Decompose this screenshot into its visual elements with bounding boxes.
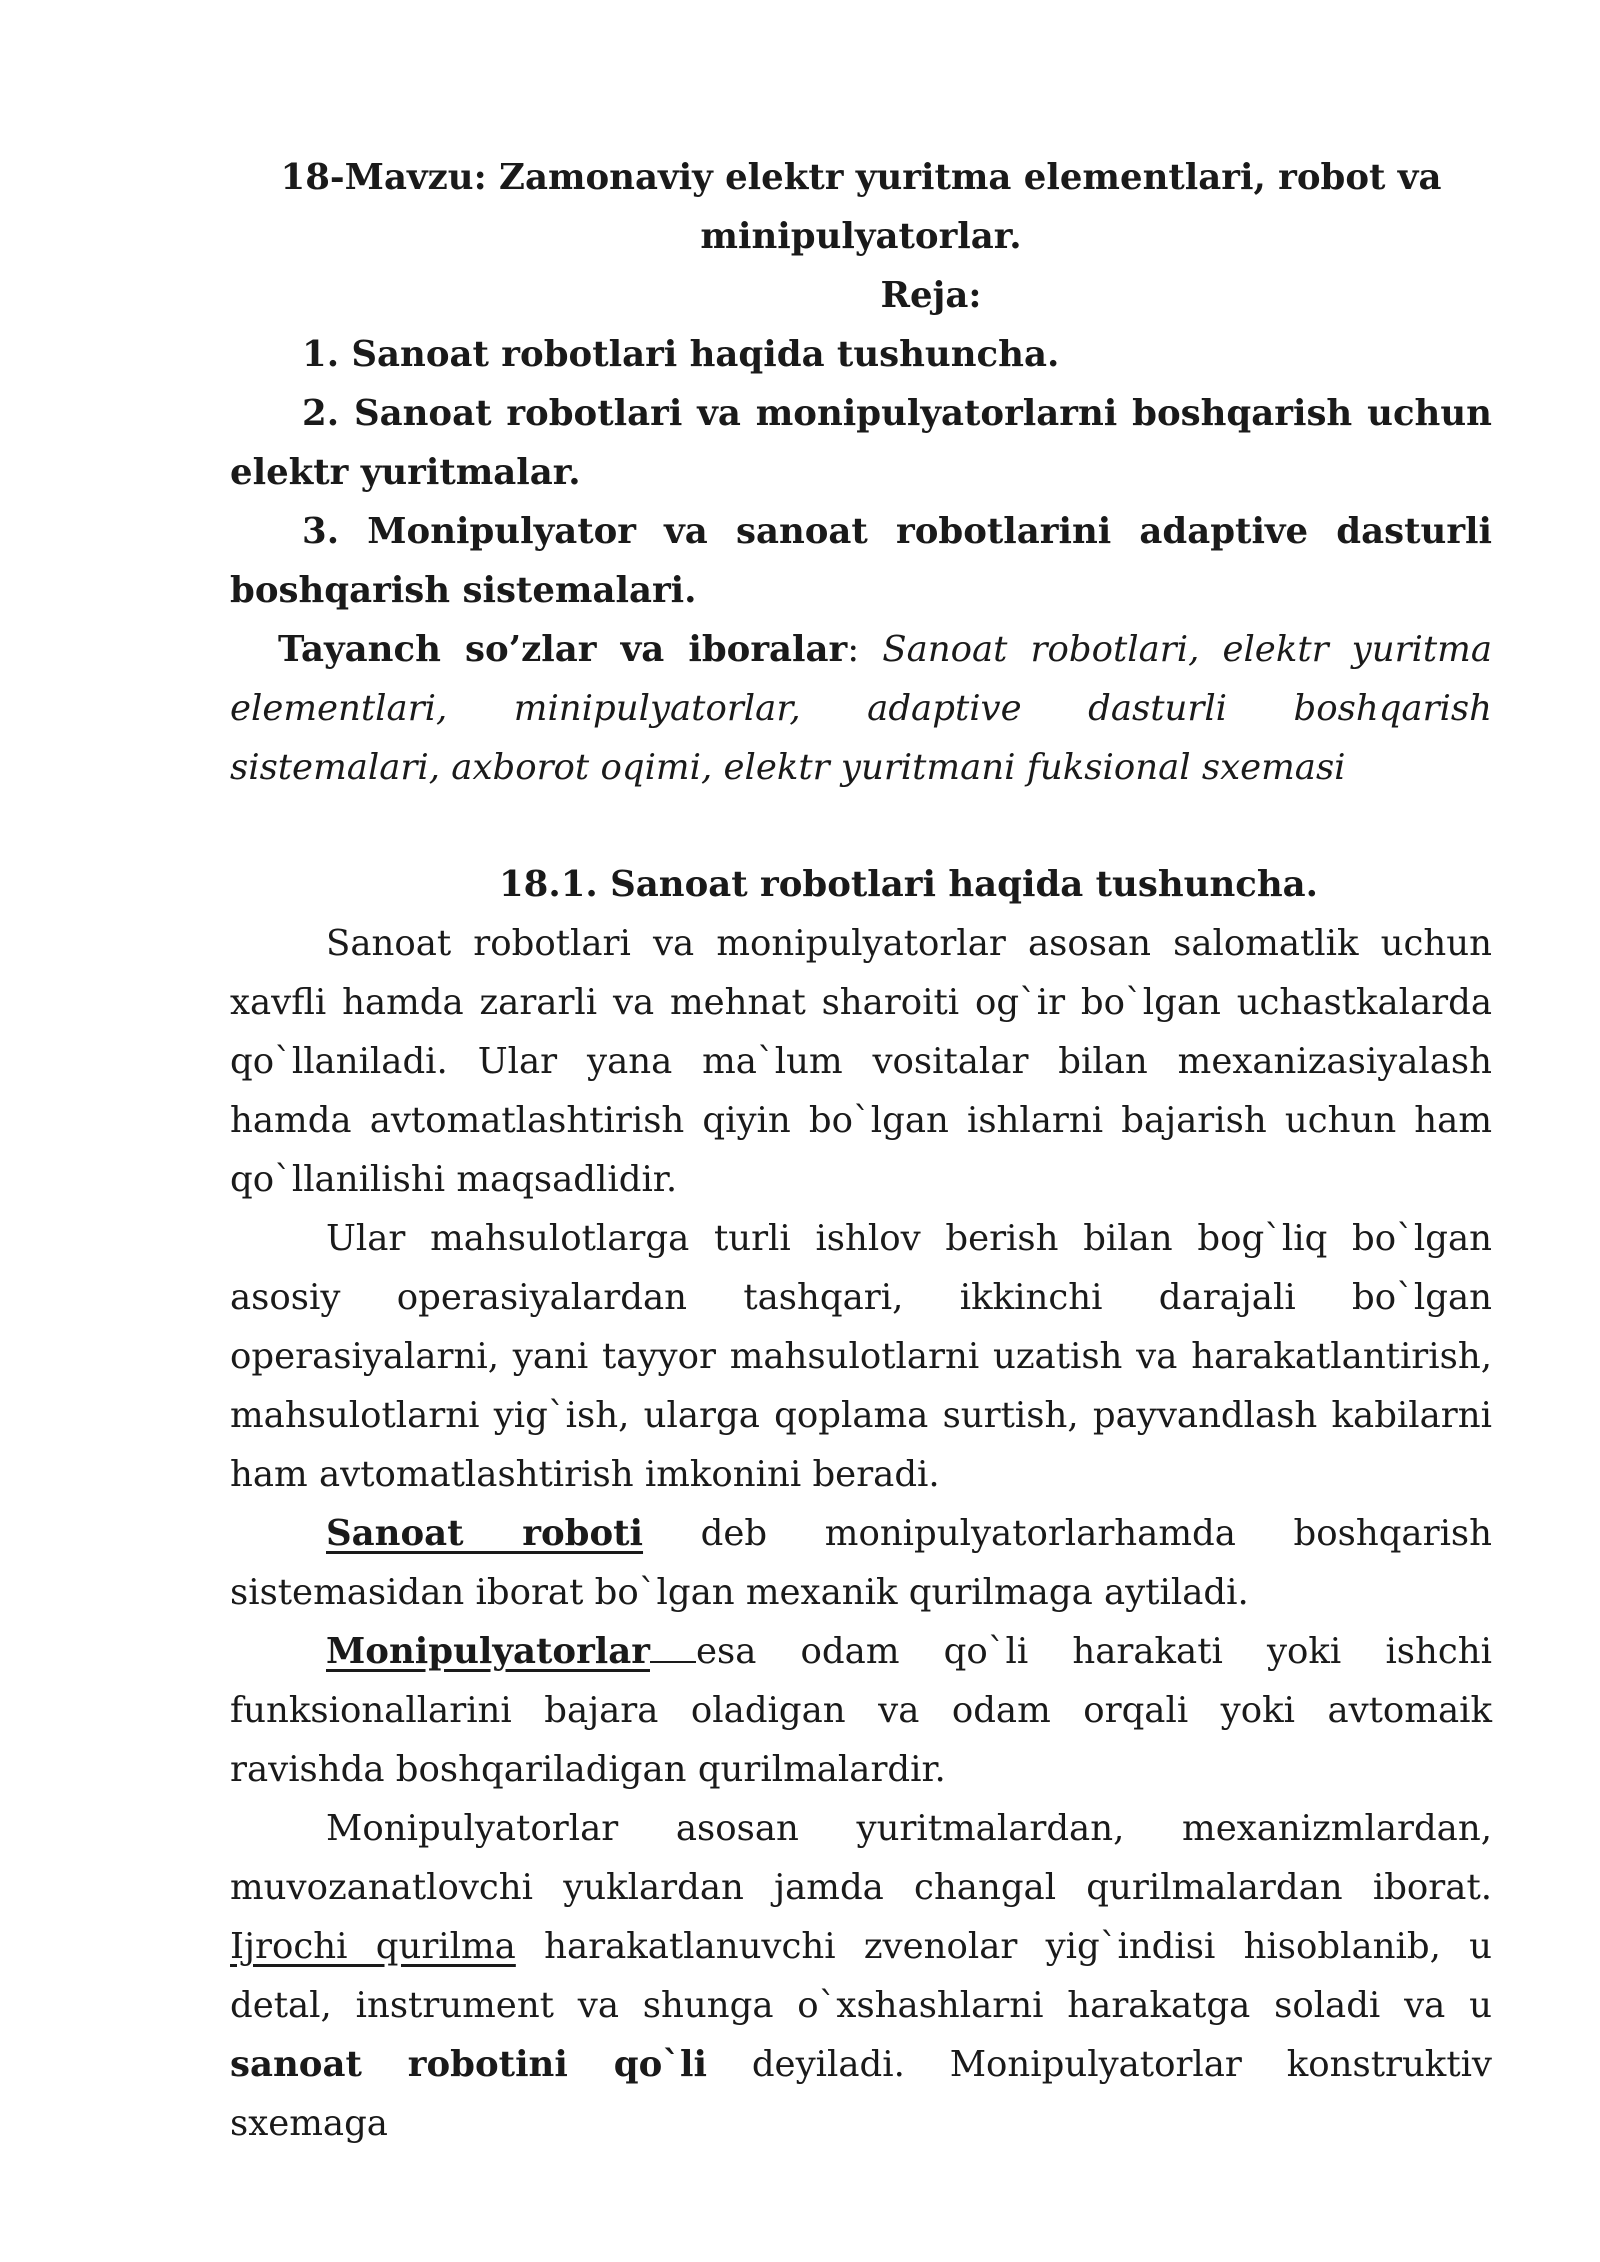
plan-heading: Reja: <box>880 275 982 316</box>
paragraph-5-text-b: harakatlanuvchi zvenolar yig`indisi hisoblanib, u detal, instrument va shunga o`xshashlarni harakatga soladi va u <box>230 1926 1492 2026</box>
keywords-colon: : <box>847 629 883 670</box>
underline-gap <box>650 1631 696 1663</box>
topic-title-line1: 18-Mavzu: Zamonaviy elektr yuritma elementlari, robot va <box>280 157 1442 198</box>
section-title: 18.1. Sanoat robotlari haqida tushuncha. <box>498 864 1319 905</box>
keywords-paragraph <box>230 620 1492 797</box>
paragraph-4 <box>230 1622 1492 1799</box>
paragraph-3 <box>230 1504 1492 1622</box>
document-page <box>230 148 1492 2153</box>
paragraph-5-text-c: deyiladi. Monipulyatorlar konstruktiv sxemaga <box>230 2044 1492 2144</box>
keywords-text: Sanoat robotlari, elektr yuritma elementlari, minipulyatorlar, adaptive dasturli boshqarish sistemalari, axborot oqimi, elektr yuritmani fuksional sxemasi <box>230 629 1492 788</box>
term-monipulyatorlar: Monipulyatorlar <box>326 1631 650 1672</box>
plan-item: 3. Monipulyator va sanoat robotlarini adaptive dasturli boshqarish sistemalari. <box>230 511 1492 611</box>
plan-list <box>230 325 1492 620</box>
paragraph-2: Ular mahsulotlarga turli ishlov berish bilan bog`liq bo`lgan asosiy operasiyalardan tashqari, ikkinchi darajali bo`lgan operasiyalarni, yani tayyor mahsulotlarni uzatish va harakatlantirish, mahsulotlarni yig`ish, ularga qoplama surtish, payvandlash kabilarni ham avtomatlashtirish imkonini beradi. <box>230 1218 1492 1495</box>
spacer <box>230 797 1492 855</box>
paragraph-1: Sanoat robotlari va monipulyatorlar asosan salomatlik uchun xavfli hamda zararli va mehnat sharoiti og`ir bo`lgan uchastkalarda qo`llaniladi. Ular yana ma`lum vositalar bilan mexanizasiyalash hamda avtomatlashtirish qiyin bo`lgan ishlarni bajarish uchun ham qo`llanilishi maqsadlidir. <box>230 923 1492 1200</box>
topic-title <box>230 148 1492 266</box>
term-sanoat-roboti: Sanoat roboti <box>326 1513 644 1554</box>
paragraph-4-text: esa odam qo`li harakati yoki ishchi funksionallarini bajara oladigan va odam orqali yoki avtomaik ravishda boshqariladigan qurilmalardir. <box>230 1631 1492 1790</box>
plan-item: 2. Sanoat robotlari va monipulyatorlarni boshqarish uchun elektr yuritmalar. <box>230 393 1492 493</box>
plan-item: 1. Sanoat robotlari haqida tushuncha. <box>302 334 1060 375</box>
term-ijrochi-qurilma: Ijrochi qurilma <box>230 1926 516 1967</box>
paragraph-3-text: deb monipulyatorlarhamda boshqarish sistemasidan iborat bo`lgan mexanik qurilmaga aytiladi. <box>230 1513 1492 1613</box>
term-robot-qoli: sanoat robotini qo`li <box>230 2044 707 2085</box>
paragraph-5 <box>230 1799 1492 2153</box>
paragraph-5-text-a: Monipulyatorlar asosan yuritmalardan, mexanizmlardan, muvozanatlovchi yuklardan jamda changal qurilmalardan iborat. <box>230 1808 1492 1908</box>
keywords-label: Tayanch so’zlar va iboralar <box>278 629 848 670</box>
topic-title-line2: minipulyatorlar. <box>700 216 1022 257</box>
